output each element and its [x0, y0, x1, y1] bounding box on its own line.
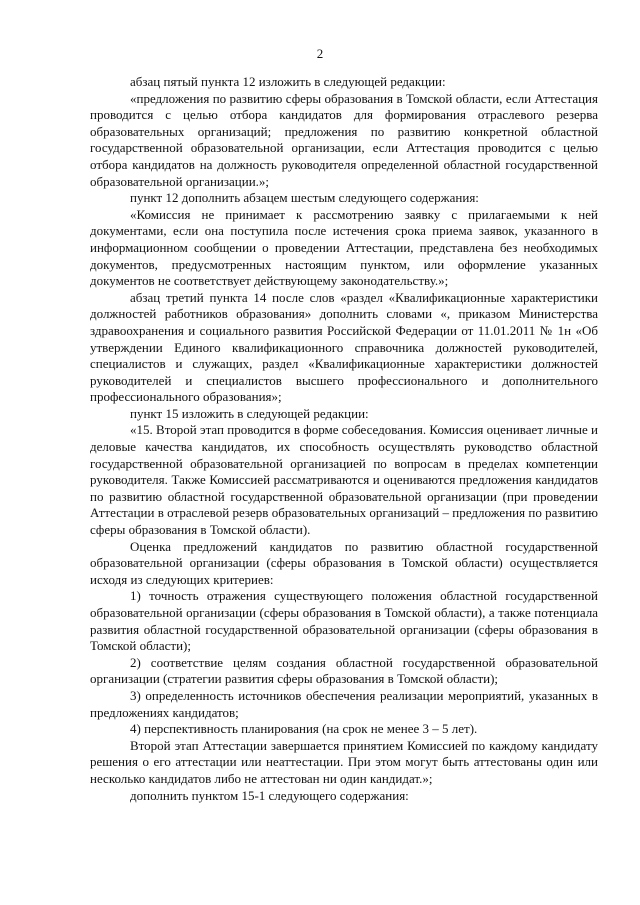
paragraph-1: абзац пятый пункта 12 изложить в следующей редакции: — [130, 74, 446, 89]
paragraph-2: «предложения по развитию сферы образования в Томской области, если Аттестация проводится с целью отбора кандидатов для формирования отраслевого резерва образовательных организаций; предложения по развитию конкретной областной государственной образовательной организации, если Аттестация проводится с целью отбора кандидатов на должность руководителя определенной областной государственной образовательной организации.»; — [90, 90, 598, 189]
criterion-3: 3) определенность источников обеспечения реализации мероприятий, указанных в предложениях кандидатов; — [90, 687, 598, 720]
page-number: 2 — [316, 46, 324, 61]
paragraph-8: Оценка предложений кандидатов по развитию областной государственной образовательной организации (сферы образования в Томской области) осуществляется исходя из следующих критериев: — [90, 538, 598, 587]
criterion-4: 4) перспективность планирования (на срок не менее 3 – 5 лет). — [130, 721, 478, 737]
paragraph-3: пункт 12 дополнить абзацем шестым следующего содержания: — [130, 190, 479, 206]
document-body — [90, 74, 598, 804]
paragraph-7: «15. Второй этап проводится в форме собеседования. Комиссия оценивает личные и деловые качества кандидатов, их способность осуществлять руководство областной государственной образовательной организацией по вопросам в пределах компетенции руководителя. Также Комиссией рассматриваются и оцениваются предложения кандидатов по развитию областной государственной образовательной организации (при проведении Аттестации в отраслевой резерв образовательных организаций – предложения по развитию сферы образования в Томской области). — [90, 422, 598, 538]
paragraph-14: дополнить пунктом 15-1 следующего содержания: — [130, 787, 409, 803]
paragraph-6: пункт 15 изложить в следующей редакции: — [130, 405, 369, 421]
paragraph-5: абзац третий пункта 14 после слов «раздел «Квалификационные характеристики должностей работников образования» дополнить словами «, приказом Министерства здравоохранения и социального развития Российской Федерации от 11.01.2011 № 1н «Об утверждении Единого квалификационного справочника должностей руководителей, специалистов и служащих, раздел «Квалификационные характеристики должностей руководителей и специалистов высшего профессионального и дополнительного профессионального образования»; — [90, 289, 598, 405]
criterion-2: 2) соответствие целям создания областной государственной образовательной организации (стратегии развития сферы образования в Томской области); — [90, 654, 598, 687]
paragraph-4: «Комиссия не принимает к рассмотрению заявку с прилагаемыми к ней документами, если она поступила после истечения срока приема заявок, указанного в информационном сообщении о проведении Аттестации, представлена без необходимых документов, предусмотренных настоящим пунктом, или оформление указанных документов не соответствует действующему законодательству.»; — [90, 206, 598, 289]
paragraph-13: Второй этап Аттестации завершается принятием Комиссией по каждому кандидату решения о его аттестации или неаттестации. При этом могут быть аттестованы один или несколько кандидатов либо не аттестован ни один кандидат.»; — [90, 737, 598, 786]
criterion-1: 1) точность отражения существующего положения областной государственной образовательной организации (сферы образования в Томской области), а также потенциала развития областной государственной образовательной организации (сферы образования в Томской области); — [90, 588, 598, 654]
